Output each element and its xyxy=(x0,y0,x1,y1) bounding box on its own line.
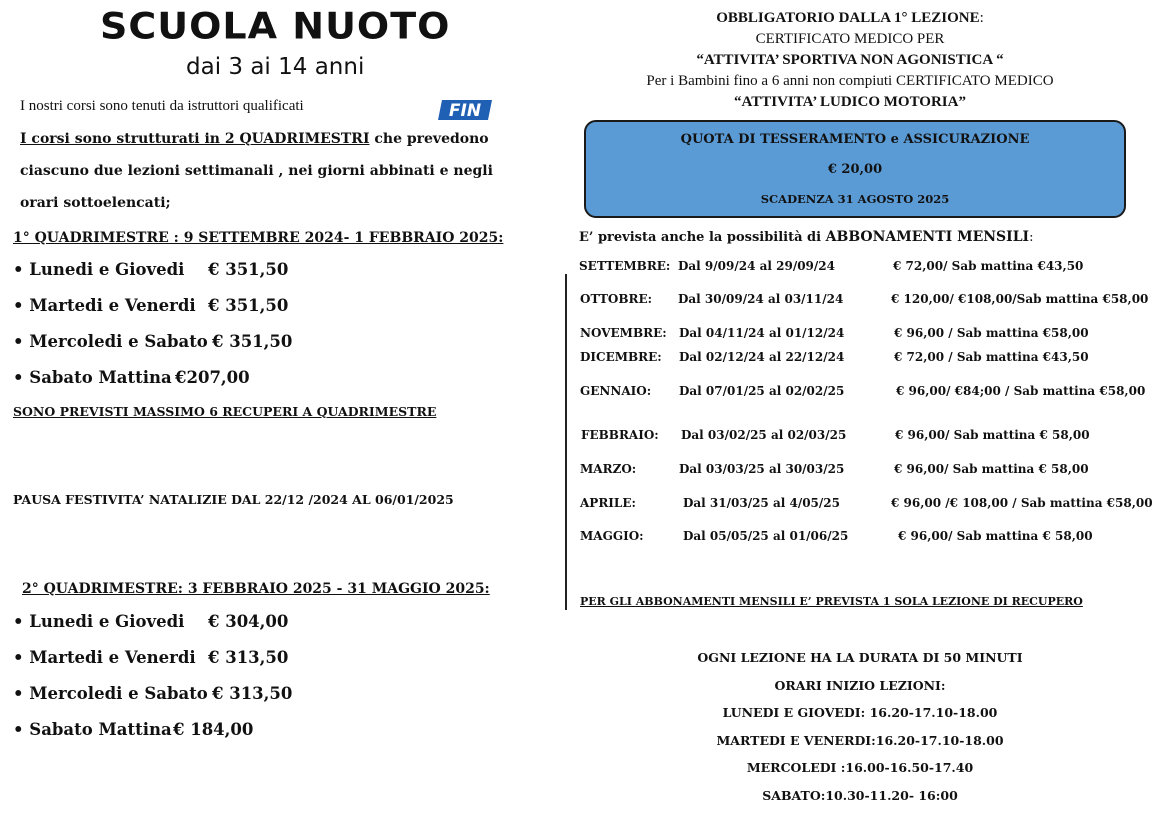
q2-days: • Lunedi e Giovedi xyxy=(13,612,185,631)
q1-heading: 1° QUADRIMESTRE : 9 SETTEMBRE 2024- 1 FEBBRAIO 2025: xyxy=(13,230,504,246)
month-price: € 96,00/ Sab mattina € 58,00 xyxy=(894,462,1089,476)
q2-row xyxy=(13,648,288,667)
month-dates: Dal 02/12/24 al 22/12/24 xyxy=(679,350,845,364)
month-price: € 96,00 / Sab mattina €58,00 xyxy=(894,326,1089,340)
quota-box xyxy=(584,120,1126,218)
month-label: MARZO: xyxy=(580,462,637,476)
attivita-sportiva-line: “ATTIVITA’ SPORTIVA NON AGONISTICA “ xyxy=(696,52,1004,68)
abbonamenti-bold: ABBONAMENTI MENSILI xyxy=(825,229,1030,245)
q1-row xyxy=(13,368,250,387)
page-title: SCUOLA NUOTO xyxy=(100,5,451,47)
month-price: € 96,00/ Sab mattina € 58,00 xyxy=(898,529,1093,543)
orari-line: MARTEDI E VENERDI:16.20-17.10-18.00 xyxy=(716,733,1004,748)
month-price: € 72,00/ Sab mattina €43,50 xyxy=(893,259,1084,273)
age-subtitle: dai 3 ai 14 anni xyxy=(186,54,365,80)
q2-price: € 313,50 xyxy=(212,684,293,703)
orari-line: OGNI LEZIONE HA LA DURATA DI 50 MINUTI xyxy=(697,650,1023,665)
intro-text: I nostri corsi sono tenuti da istruttori qualificati xyxy=(20,98,304,114)
q2-days: • Mercoledi e Sabato xyxy=(13,684,208,703)
abbonamenti-intro xyxy=(579,229,1033,245)
month-price: € 120,00/ €108,00/Sab mattina €58,00 xyxy=(891,292,1149,306)
certificato-line: CERTIFICATO MEDICO PER xyxy=(755,31,945,47)
q2-row xyxy=(13,720,253,739)
structure-line-3: orari sottoelencati; xyxy=(20,195,171,211)
fin-logo-text: FIN xyxy=(448,101,482,121)
month-price: € 96,00/ €84;00 / Sab mattina €58,00 xyxy=(896,384,1146,398)
divider-line xyxy=(565,274,567,610)
q2-price: € 313,50 xyxy=(208,648,289,667)
month-label: DICEMBRE: xyxy=(580,350,662,364)
month-label: APRILE: xyxy=(580,496,636,510)
month-price: € 72,00 / Sab mattina €43,50 xyxy=(894,350,1089,364)
q1-price: €207,00 xyxy=(175,368,250,387)
month-dates: Dal 03/03/25 al 30/03/25 xyxy=(679,462,845,476)
month-label: OTTOBRE: xyxy=(580,292,653,306)
q1-days: • Martedi e Venerdi xyxy=(13,296,196,315)
obbligatorio-heading xyxy=(550,10,1150,27)
quota-expiry: SCADENZA 31 AGOSTO 2025 xyxy=(760,192,950,206)
month-label: SETTEMBRE: xyxy=(579,259,671,273)
q1-row xyxy=(13,332,292,351)
q2-row xyxy=(13,612,288,631)
month-dates: Dal 9/09/24 al 29/09/24 xyxy=(678,259,835,273)
abbonamenti-note: PER GLI ABBONAMENTI MENSILI E’ PREVISTA 1 SOLA LEZIONE DI RECUPERO xyxy=(580,595,1083,608)
q2-days: • Sabato Mattina xyxy=(13,720,172,739)
structure-line-2: ciascuno due lezioni settimanali , nei giorni abbinati e negli xyxy=(20,163,493,179)
q1-days: • Mercoledi e Sabato xyxy=(13,332,208,351)
month-label: FEBBRAIO: xyxy=(581,428,659,442)
month-label: NOVEMBRE: xyxy=(580,326,667,340)
structure-underlined: I corsi sono strutturati in 2 QUADRIMESTRI xyxy=(20,131,370,147)
month-label: GENNAIO: xyxy=(580,384,652,398)
month-price: € 96,00/ Sab mattina € 58,00 xyxy=(895,428,1090,442)
month-dates: Dal 04/11/24 al 01/12/24 xyxy=(679,326,845,340)
structure-rest: che prevedono xyxy=(369,131,489,147)
month-dates: Dal 05/05/25 al 01/06/25 xyxy=(683,529,849,543)
q2-heading: 2° QUADRIMESTRE: 3 FEBBRAIO 2025 - 31 MAGGIO 2025: xyxy=(22,581,490,597)
q1-price: € 351,50 xyxy=(212,332,293,351)
q2-row xyxy=(13,684,292,703)
abbonamenti-colon: : xyxy=(1029,230,1034,245)
q1-price: € 351,50 xyxy=(208,296,289,315)
abbonamenti-intro-text: E’ prevista anche la possibilità di xyxy=(579,230,826,245)
q1-price: € 351,50 xyxy=(208,260,289,279)
orari-line: MERCOLEDI :16.00-16.50-17.40 xyxy=(746,760,974,775)
month-dates: Dal 07/01/25 al 02/02/25 xyxy=(679,384,845,398)
q1-row xyxy=(13,296,288,315)
q2-price: € 304,00 xyxy=(208,612,289,631)
month-label: MAGGIO: xyxy=(580,529,644,543)
obbligatorio-text: OBBLIGATORIO DALLA 1° LEZIONE xyxy=(716,10,980,26)
q1-days: • Sabato Mattina xyxy=(13,368,172,387)
bambini-line: Per i Bambini fino a 6 anni non compiuti CERTIFICATO MEDICO xyxy=(646,73,1054,89)
structure-line-1 xyxy=(20,131,489,147)
q2-price: € 184,00 xyxy=(173,720,254,739)
orari-line: ORARI INIZIO LEZIONI: xyxy=(774,678,946,693)
month-dates: Dal 03/02/25 al 02/03/25 xyxy=(681,428,847,442)
orari-line: LUNEDI E GIOVEDI: 16.20-17.10-18.00 xyxy=(722,705,998,720)
obbligatorio-colon: : xyxy=(979,10,984,26)
attivita-ludico-line: “ATTIVITA’ LUDICO MOTORIA” xyxy=(734,94,966,110)
orari-line: SABATO:10.30-11.20- 16:00 xyxy=(762,788,958,803)
month-price: € 96,00 /€ 108,00 / Sab mattina €58,00 xyxy=(891,496,1153,510)
q2-days: • Martedi e Venerdi xyxy=(13,648,196,667)
quota-title: QUOTA DI TESSERAMENTO e ASSICURAZIONE xyxy=(680,132,1030,147)
quota-amount: € 20,00 xyxy=(827,162,883,177)
month-dates: Dal 30/09/24 al 03/11/24 xyxy=(678,292,844,306)
fin-logo xyxy=(438,98,492,122)
pausa-note: PAUSA FESTIVITA’ NATALIZIE DAL 22/12 /2024 AL 06/01/2025 xyxy=(13,492,454,507)
q1-days: • Lunedi e Giovedi xyxy=(13,260,185,279)
q1-row xyxy=(13,260,288,279)
recuperi-note: SONO PREVISTI MASSIMO 6 RECUPERI A QUADRIMESTRE xyxy=(13,404,437,419)
month-dates: Dal 31/03/25 al 4/05/25 xyxy=(683,496,840,510)
